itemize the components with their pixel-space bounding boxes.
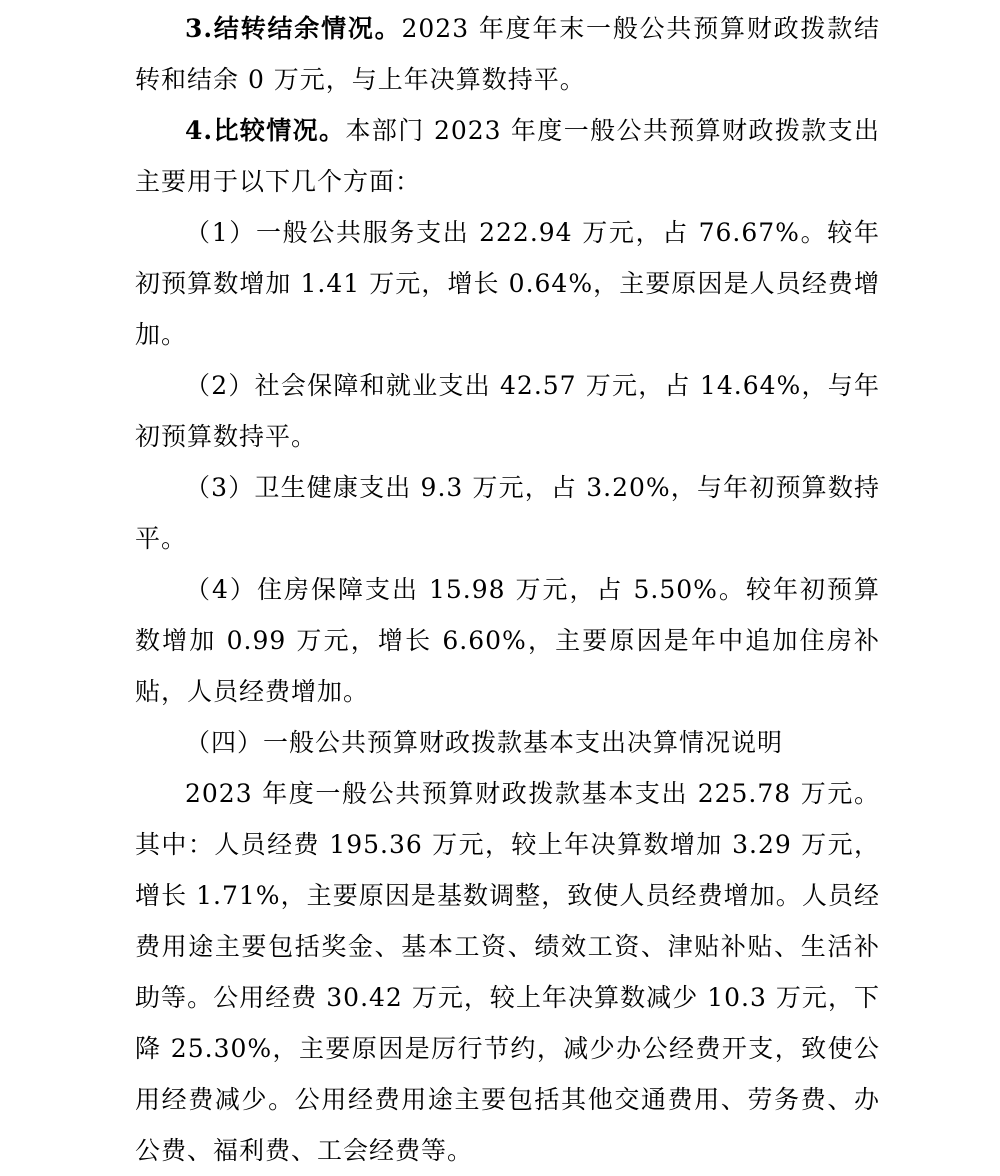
carryover-body: 2023 年度年末一般公共预算财政拨款结转和结余 0 万元，与上年决算数持平。 <box>135 14 880 94</box>
comparison-paragraph <box>135 105 880 207</box>
section-title: （四）一般公共预算财政拨款基本支出决算情况说明 <box>185 728 784 757</box>
carryover-heading: 3.结转结余情况。 <box>185 14 402 43</box>
document-page <box>135 0 880 1176</box>
item-housing: （4）住房保障支出 15.98 万元，占 5.50%。较年初预算数增加 0.99 万元，增长 6.60%，主要原因是年中追加住房补贴，人员经费增加。 <box>135 575 880 706</box>
basic-expenditure-paragraph: 2023 年度一般公共预算财政拨款基本支出 225.78 万元。其中：人员经费 195.36 万元，较上年决算数增加 3.29 万元，增长 1.71%，主要原因是基数调整，致使人员经费增加。人员经费用途主要包括奖金、基本工资、绩效工资、津贴补贴、生活补助等。公用经费 30.42 万元，较上年决算数减少 10.3 万元，下降 25.30%，主要原因是厉行节约，减少办公经费开支，致使公用经费减少。公用经费用途主要包括其他交通费用、劳务费、办公费、福利费、工会经费等。 <box>135 779 880 1165</box>
item-general-public-services: （1）一般公共服务支出 222.94 万元，占 76.67%。较年初预算数增加 1.41 万元，增长 0.64%，主要原因是人员经费增加。 <box>135 218 880 349</box>
item-social-security: （2）社会保障和就业支出 42.57 万元，占 14.64%，与年初预算数持平。 <box>135 371 880 451</box>
carryover-paragraph <box>135 0 880 105</box>
item-health: （3）卫生健康支出 9.3 万元，占 3.20%，与年初预算数持平。 <box>135 473 880 553</box>
comparison-body: 本部门 2023 年度一般公共预算财政拨款支出主要用于以下几个方面： <box>135 116 880 196</box>
comparison-heading: 4.比较情况。 <box>185 116 346 145</box>
